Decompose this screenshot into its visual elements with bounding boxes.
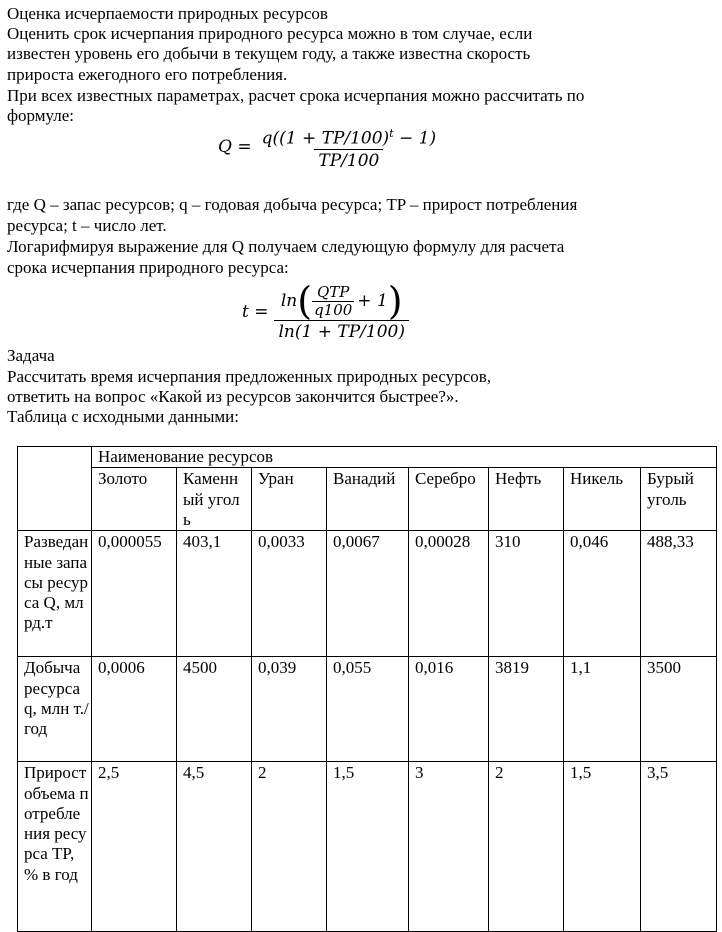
formula-q-numerator-text: q((1 + TP/100)	[261, 128, 390, 149]
formula-t-denominator: ln(1 + TP/100)	[274, 320, 408, 342]
table-row	[18, 762, 717, 932]
table-cell: 4500	[177, 657, 252, 762]
table-cell: 310	[489, 531, 564, 657]
intro-line: При всех известных параметрах, расчет срока исчерпания можно рассчитать по	[7, 86, 585, 105]
log-intro-line: Логарифмируя выражение для Q получаем следующую формулу для расчета	[7, 237, 565, 256]
row-label: Добыча ресурса q, млн т./год	[18, 657, 92, 762]
table-cell: 0,0067	[327, 531, 409, 657]
table-group-header: Наименование ресурсов	[92, 447, 717, 468]
intro-line: прироста ежегодного его потребления.	[7, 65, 288, 84]
table-cell: 1,5	[327, 762, 409, 932]
table-cell: 0,039	[252, 657, 327, 762]
formula-q-numerator-tail: − 1)	[393, 128, 437, 149]
table-cell: 1,5	[564, 762, 641, 932]
formula-q-fraction	[258, 124, 441, 171]
column-header: Уран	[252, 468, 327, 531]
table-column-header-row	[18, 468, 717, 531]
column-header: Нефть	[489, 468, 564, 531]
row-label: Разведанные запасы ресурса Q, млрд.т	[18, 531, 92, 657]
formula-q-lhs: Q =	[218, 137, 252, 158]
table-cell: 3819	[489, 657, 564, 762]
table-cell: 2	[252, 762, 327, 932]
table-cell: 2	[489, 762, 564, 932]
table-cell: 0,0033	[252, 531, 327, 657]
formula-q-denominator: TP/100	[314, 149, 383, 171]
table-cell: 488,33	[641, 531, 717, 657]
column-header: Ванадий	[327, 468, 409, 531]
table-cell: 0,016	[409, 657, 489, 762]
intro-line: известен уровень его добычи в текущем году, а также известна скорость	[7, 44, 531, 63]
table-cell: 3,5	[641, 762, 717, 932]
formula-q-numerator	[258, 124, 441, 149]
formula-t-fraction	[274, 279, 408, 342]
column-header: Каменный уголь	[177, 468, 252, 531]
formula-t-numerator	[277, 279, 407, 323]
definitions-line: где Q – запас ресурсов; q – годовая добыча ресурса; TP – прирост потребления	[7, 195, 578, 214]
formula-q-exponent: t	[389, 127, 394, 140]
table-cell: 0,000055	[92, 531, 177, 657]
formula-t-plus-one: + 1	[357, 290, 388, 311]
right-paren: )	[387, 279, 403, 323]
formula-t-lhs: t =	[242, 302, 269, 322]
table-row	[18, 657, 717, 762]
formula-t-ln: ln	[280, 290, 298, 311]
table-cell: 4,5	[177, 762, 252, 932]
log-intro-line: срока исчерпания природного ресурса:	[7, 258, 289, 277]
formula-t-inner-num: QTP	[316, 282, 350, 301]
column-header: Серебро	[409, 468, 489, 531]
task-line: Рассчитать время исчерпания предложенных природных ресурсов,	[7, 367, 492, 386]
table-corner-cell	[18, 447, 92, 531]
formula-t-inner-fraction	[312, 284, 354, 319]
table-cell: 0,0006	[92, 657, 177, 762]
resources-table	[17, 446, 717, 932]
task-line: ответить на вопрос «Какой из ресурсов закончится быстрее?».	[7, 387, 459, 406]
left-paren: (	[297, 279, 313, 323]
table-cell: 1,1	[564, 657, 641, 762]
table-cell: 0,046	[564, 531, 641, 657]
formula-t-inner-den: q100	[314, 300, 353, 319]
column-header: Бурый уголь	[641, 468, 717, 531]
table-caption: Таблица с исходными данными:	[7, 407, 239, 426]
table-cell: 2,5	[92, 762, 177, 932]
task-heading: Задача	[7, 346, 55, 365]
row-label: Прирост объема потребления ресурса TP, % в год	[18, 762, 92, 932]
formula-t	[242, 279, 409, 342]
formula-q	[218, 124, 440, 171]
column-header: Никель	[564, 468, 641, 531]
table-cell: 0,00028	[409, 531, 489, 657]
definitions-line: ресурса; t – число лет.	[7, 216, 167, 235]
table-cell: 0,055	[327, 657, 409, 762]
table-row	[18, 531, 717, 657]
table-cell: 403,1	[177, 531, 252, 657]
column-header: Золото	[92, 468, 177, 531]
table-cell: 3	[409, 762, 489, 932]
intro-line: Оценить срок исчерпания природного ресурса можно в том случае, если	[7, 24, 533, 43]
intro-line: формуле:	[7, 106, 75, 125]
table-cell: 3500	[641, 657, 717, 762]
document-title: Оценка исчерпаемости природных ресурсов	[7, 4, 328, 23]
table-group-header-row	[18, 447, 717, 468]
